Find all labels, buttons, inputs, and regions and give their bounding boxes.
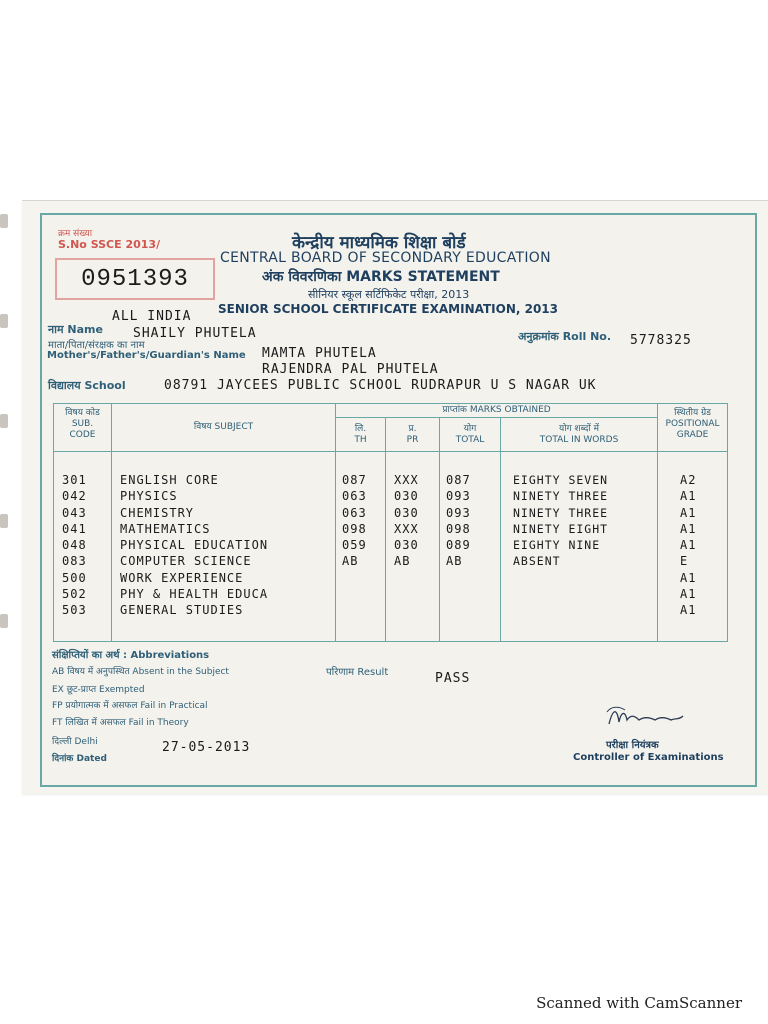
code-cell: 043	[62, 505, 87, 520]
th-cell: 063	[342, 489, 367, 504]
words-cell: NINETY EIGHT	[513, 521, 609, 536]
total-cell: 098	[446, 521, 471, 536]
col-pr	[386, 452, 440, 642]
col-grade	[658, 452, 728, 642]
code-cell: 042	[62, 489, 87, 504]
board-title: CENTRAL BOARD OF SECONDARY EDUCATION	[220, 250, 551, 266]
statement-title	[262, 267, 500, 286]
result-value: PASS	[435, 671, 471, 686]
code-cell: 048	[62, 538, 87, 553]
pr-cell: XXX	[394, 473, 419, 487]
header-marks-obtained: प्राप्तांक MARKS OBTAINED	[336, 404, 658, 418]
header-total: योग TOTAL	[440, 418, 501, 452]
th-cell: AB	[342, 554, 359, 569]
subject-cell: ENGLISH CORE	[120, 473, 219, 487]
words-cell: NINETY THREE	[513, 489, 609, 504]
col-words	[501, 452, 658, 642]
subject-cell: WORK EXPERIENCE	[120, 570, 244, 585]
serial-prefix: S.No SSCE 2013/	[58, 238, 161, 251]
col-code	[54, 452, 112, 642]
total-cell: 093	[446, 489, 471, 504]
header-th: लि. TH	[336, 418, 386, 452]
school-label: विद्यालय School	[48, 379, 126, 392]
header-code: विषय कोड SUB. CODE	[54, 404, 112, 452]
mother-name: MAMTA PHUTELA	[262, 346, 377, 361]
roll-label: अनुक्रमांक Roll No.	[518, 330, 612, 343]
name-label: नाम Name	[48, 323, 103, 336]
statement-title-hindi: अंक विवरणिका	[262, 269, 342, 285]
grade-cell: A1	[680, 587, 697, 602]
grade-cell: A1	[680, 538, 697, 553]
subject-cell: PHY & HEALTH EDUCA	[120, 587, 269, 602]
code-cell: 301	[62, 473, 87, 487]
candidate-name: SHAILY PHUTELA	[133, 326, 257, 341]
th-cell: 098	[342, 521, 367, 536]
code-cell: 041	[62, 521, 87, 536]
header-pr: प्र. PR	[386, 418, 440, 452]
dated-label: दिनांक Dated	[52, 754, 107, 764]
code-cell: 083	[62, 554, 87, 569]
issue-date: 27-05-2013	[162, 740, 251, 755]
subject-cell: PHYSICAL EDUCATION	[120, 538, 269, 553]
subject-cell: GENERAL STUDIES	[120, 603, 244, 618]
marks-table	[53, 403, 728, 642]
subject-cell: COMPUTER SCIENCE	[120, 554, 252, 569]
school-name: 08791 JAYCEES PUBLIC SCHOOL RUDRAPUR U S NAGAR UK	[164, 378, 597, 393]
serial-number: 0951393	[55, 258, 215, 300]
total-cell: 093	[446, 505, 471, 520]
father-name: RAJENDRA PAL PHUTELA	[262, 362, 439, 377]
col-subject	[112, 452, 336, 642]
pr-cell: 030	[394, 489, 419, 504]
abbr-absent: AB विषय में अनुपस्थित Absent in the Subject	[52, 667, 229, 677]
abbreviations-title: संक्षिप्तियों का अर्थ : Abbreviations	[52, 650, 210, 661]
th-cell: 059	[342, 538, 367, 553]
parent-label-hindi: माता/पिता/संरक्षक का नाम	[48, 340, 145, 351]
col-total	[440, 452, 501, 642]
code-cell: 503	[62, 603, 87, 618]
pr-cell: XXX	[394, 521, 419, 536]
pr-cell: 030	[394, 538, 419, 553]
words-cell: EIGHTY SEVEN	[513, 473, 609, 487]
words-cell: NINETY THREE	[513, 505, 609, 520]
parent-label: Mother's/Father's/Guardian's Name	[47, 350, 246, 361]
region: ALL INDIA	[112, 309, 192, 324]
abbr-fail-theory: FT लिखित में असफल Fail in Theory	[52, 718, 189, 728]
code-cell: 500	[62, 570, 87, 585]
controller-label-hindi: परीक्षा नियंत्रक	[606, 740, 659, 751]
roll-number: 5778325	[630, 333, 692, 348]
grade-cell: A1	[680, 521, 697, 536]
place-label: दिल्ली Delhi	[52, 737, 98, 747]
grade-cell: A2	[680, 473, 697, 487]
pr-cell: AB	[394, 554, 411, 569]
th-cell: 063	[342, 505, 367, 520]
words-cell: EIGHTY NINE	[513, 538, 601, 553]
marks-body	[54, 452, 728, 642]
th-cell: 087	[342, 473, 367, 487]
serial-prefix-hindi: क्रम संख्या	[58, 229, 93, 239]
header-words: योग शब्दों में TOTAL IN WORDS	[501, 418, 658, 452]
subject-cell: CHEMISTRY	[120, 505, 195, 520]
col-th	[336, 452, 386, 642]
total-cell: AB	[446, 554, 463, 569]
grade-cell: A1	[680, 570, 697, 585]
grade-cell: A1	[680, 505, 697, 520]
result-label: परिणाम Result	[326, 667, 389, 678]
camscanner-watermark: Scanned with CamScanner	[536, 994, 742, 1012]
subject-cell: MATHEMATICS	[120, 521, 211, 536]
board-title-hindi: केन्द्रीय माध्यमिक शिक्षा बोर्ड	[292, 233, 466, 253]
abbr-fail-practical: FP प्रयोगात्मक में असफल Fail in Practical	[52, 701, 208, 711]
header-subject: विषय SUBJECT	[112, 404, 336, 452]
statement-title-english: MARKS STATEMENT	[346, 269, 500, 285]
exam-title: SENIOR SCHOOL CERTIFICATE EXAMINATION, 2013	[218, 302, 558, 316]
total-cell: 087	[446, 473, 471, 487]
words-cell: ABSENT	[513, 554, 561, 569]
grade-cell: A1	[680, 603, 697, 618]
controller-signature	[605, 702, 685, 732]
total-cell: 089	[446, 538, 471, 553]
grade-cell: E	[680, 554, 689, 569]
punch-holes	[0, 210, 12, 714]
controller-label: Controller of Examinations	[573, 752, 724, 763]
subject-cell: PHYSICS	[120, 489, 178, 504]
abbr-exempted: EX छूट-प्राप्त Exempted	[52, 685, 145, 695]
header-grade: स्थितीय ग्रेड POSITIONAL GRADE	[658, 404, 728, 452]
grade-cell: A1	[680, 489, 697, 504]
code-cell: 502	[62, 587, 87, 602]
pr-cell: 030	[394, 505, 419, 520]
exam-title-hindi: सीनियर स्कूल सर्टिफिकेट परीक्षा, 2013	[308, 288, 470, 301]
